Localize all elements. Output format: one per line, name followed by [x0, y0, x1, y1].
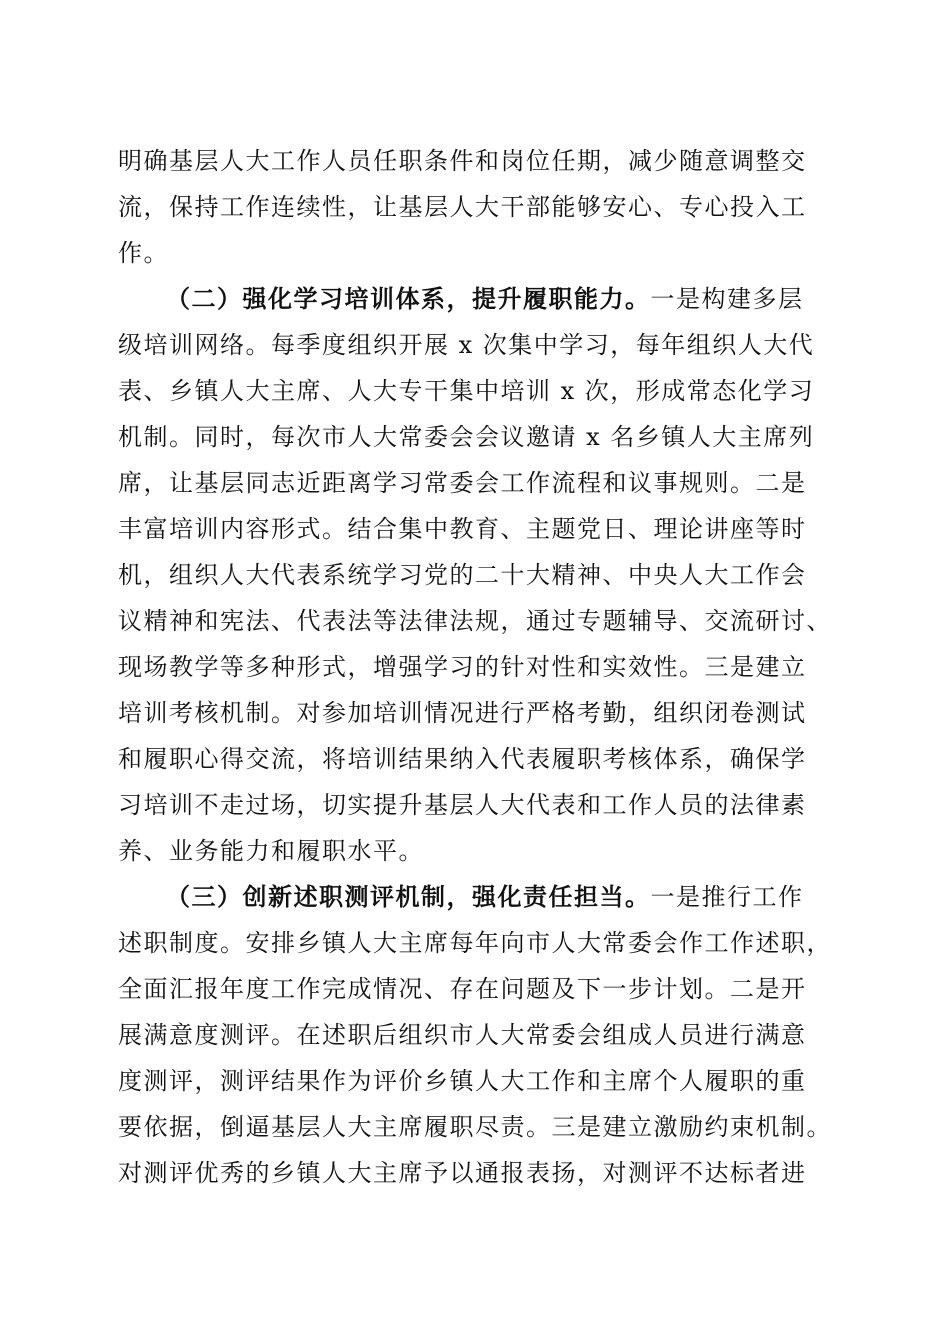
- text-line: 机制。同时，每次市人大常委会会议邀请 x 名乡镇人大主席列: [118, 423, 815, 451]
- text-line: 席，让基层同志近距离学习常委会工作流程和议事规则。二是: [118, 469, 807, 497]
- text-line: 丰富培训内容形式。结合集中教育、主题党日、理论讲座等时: [118, 515, 807, 543]
- text-line: 展满意度测评。在述职后组织市人大常委会组成人员进行满意: [118, 1021, 807, 1049]
- text-line: 级培训网络。每季度组织开展 x 次集中学习，每年组织人大代: [118, 331, 815, 359]
- text-line: 议精神和宪法、代表法等法律法规，通过专题辅导、交流研讨、: [118, 607, 832, 635]
- text-segment: 一是构建多层: [650, 285, 804, 313]
- text-line: 现场教学等多种形式，增强学习的针对性和实效性。三是建立: [118, 653, 807, 681]
- text-line: 述职制度。安排乡镇人大主席每年向市人大常委会作工作述职，: [118, 929, 832, 957]
- text-line: 度测评，测评结果作为评价乡镇人大工作和主席个人履职的重: [118, 1067, 807, 1095]
- section-heading-line: [166, 279, 804, 319]
- text-line: 要依据，倒逼基层人大主席履职尽责。三是建立激励约束机制。: [118, 1113, 832, 1141]
- text-line: 习培训不走过场，切实提升基层人大代表和工作人员的法律素: [118, 791, 807, 819]
- text-line: 全面汇报年度工作完成情况、存在问题及下一步计划。二是开: [118, 975, 807, 1003]
- text-line: 表、乡镇人大主席、人大专干集中培训 x 次，形成常态化学习: [118, 377, 815, 405]
- text-line: 对测评优秀的乡镇人大主席予以通报表扬，对测评不达标者进: [118, 1159, 807, 1187]
- text-line: 作。: [118, 239, 169, 267]
- text-line: 机，组织人大代表系统学习党的二十大精神、中央人大工作会: [118, 561, 807, 589]
- text-line: 和履职心得交流，将培训结果纳入代表履职考核体系，确保学: [118, 745, 807, 773]
- section-heading-line: [166, 877, 804, 917]
- section-heading-3: （三）创新述职测评机制，强化责任担当。: [166, 882, 651, 911]
- text-line: 流，保持工作连续性，让基层人大干部能够安心、专心投入工: [118, 193, 807, 221]
- text-line: 明确基层人大工作人员任职条件和岗位任期，减少随意调整交: [118, 147, 807, 175]
- section-heading-2: （二）强化学习培训体系，提升履职能力。: [166, 284, 651, 313]
- text-segment: 一是推行工作: [650, 883, 804, 911]
- text-line: 养、业务能力和履职水平。: [118, 837, 424, 865]
- text-line: 培训考核机制。对参加培训情况进行严格考勤，组织闭卷测试: [118, 699, 807, 727]
